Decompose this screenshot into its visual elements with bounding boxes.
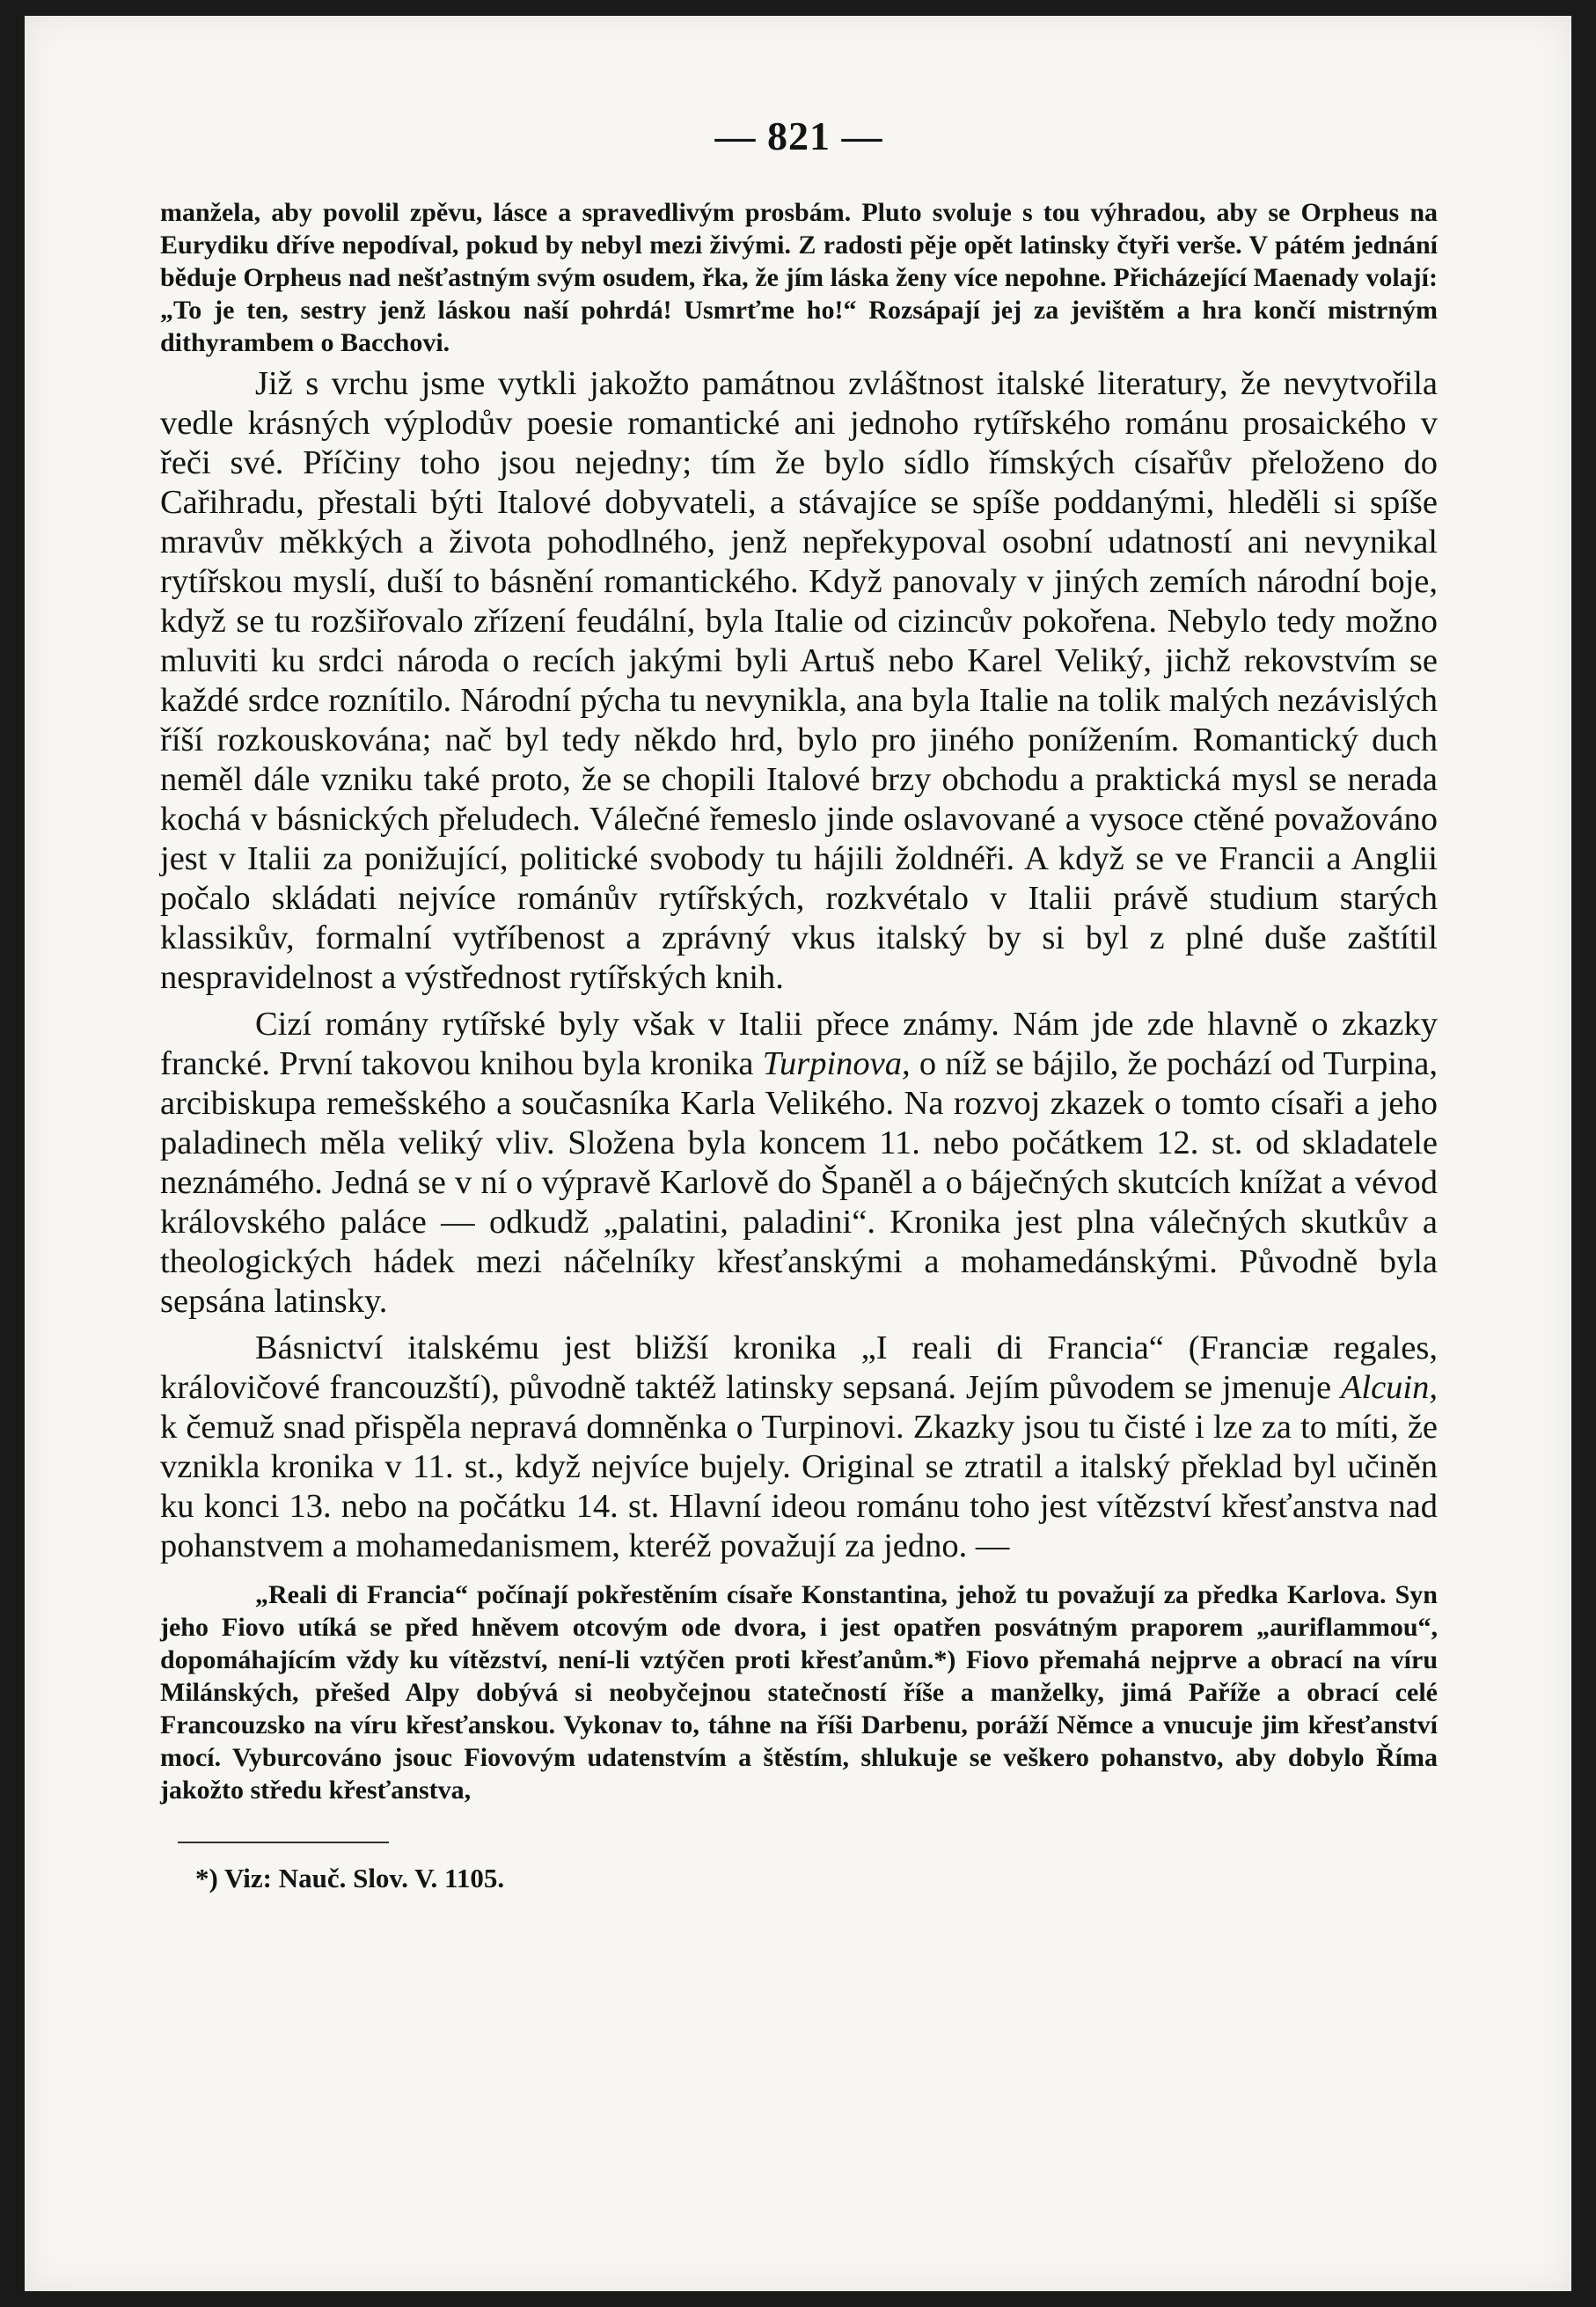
paragraph-2-part-b: o níž se bájilo, že pochází od Turpina, arcibiskupa remešského a současníka Karla Velikého. Na rozvoj zkazek o tomto císaři a jeho paladinech měla veliký vliv. Složena byla koncem 11. nebo počátkem 12. st. od skladatele neznámého. Jedná se v ní o výpravě Karlově do Španěl a o báječných skutcích knížat a vévod královského paláce — odkudž „palatini, paladini“. Kronika jest plna válečných skutkův a theologických hádek mezi náčelníky křesťanskými a mohamedánskými. Původně byla sepsána latinsky.: [160, 1045, 1438, 1320]
page-number: — 821 —: [714, 114, 883, 158]
paragraph-2-part-a: Cizí romány rytířské byly však v Italii přece známy. Nám jde zde hlavně o zkazky francké. První takovou knihou byla kronika: [160, 1006, 1438, 1082]
intro-paragraph: manžela, aby povolil zpěvu, lásce a spravedlivým prosbám. Pluto svoluje s tou výhradou, aby se Orpheus na Eurydiku dříve nepodíval, pokud by nebyl mezi živými. Z radosti pěje opět latinsky čtyři verše. V pátém jednání běduje Orpheus nad nešťastným svým osudem, řka, že jím láska ženy více nepohne. Přicházející Maenady volají: „To je ten, sestry jenž láskou naší pohrdá! Usmrťme ho!“ Rozsápají jej za jevištěm a hra končí mistrným dithyrambem o Bacchovi.: [160, 198, 1438, 357]
paragraph-3-part-a: Básnictví italskému jest bližší kronika „I reali di Francia“ (Franciæ regales, královičové francouzští), původně taktéž latinsky sepsaná. Jejím původem se jmenuje: [160, 1329, 1438, 1406]
footnote: *) Viz: Nauč. Slov. V. 1105.: [195, 1863, 505, 1893]
scanned-page: [25, 16, 1571, 2291]
paragraph-3: [160, 1329, 1438, 1566]
paragraph-2-italic: Turpinova,: [762, 1045, 911, 1082]
paragraph-3-italic: Alcuin,: [1340, 1369, 1438, 1406]
paragraph-3-part-b: k čemuž snad přispěla nepravá domněnka o Turpinovi. Zkazky jsou tu čisté i lze za to míti, že vznikla kronika v 11. st., když nejvíce bujely. Original se ztratil a italský překlad byl učiněn ku konci 13. nebo na počátku 14. st. Hlavní ideou románu toho jest vítězství křesťanstva nad pohanstvem a mohamedanismem, kteréž považují za jedno. —: [160, 1409, 1438, 1564]
page-content: [160, 113, 1438, 1894]
footnote-divider: [178, 1842, 389, 1843]
paragraph-1: Již s vrchu jsme vytkli jakožto památnou zvláštnost italské literatury, že nevytvořila vedle krásných výplodův poesie romantické ani jednoho rytířského románu prosaického v řeči své. Příčiny toho jsou nejedny; tím že bylo sídlo římských císařův přeloženo do Cařihradu, přestali býti Italové dobyvateli, a stávajíce se spíše poddanými, hleděli si spíše mravův měkkých a života pohodlného, jenž nepřekypoval osobní udatností ani nevynikal rytířskou myslí, duší to básnění romantického. Když panovaly v jiných zemích národní boje, když se tu rozšiřovalo zřízení feudální, byla Italie od cizincův pokořena. Nebylo tedy možno mluviti ku srdci národa o recích jakými byli Artuš nebo Karel Veliký, jichž rekovstvím se každé srdce roznítilo. Národní pýcha tu nevynikla, ana byla Italie na tolik malých nezávislých říší rozkouskována; nač byl tedy někdo hrd, bylo pro jiného ponížením. Romantický duch neměl dále vzniku také proto, že se chopili Italové brzy obchodu a praktická mysl se nerada kochá v básnických přeludech. Válečné řemeslo jinde oslavované a vysoce ctěné považováno jest v Italii za ponižující, politické svobody tu hájili žoldnéři. A když se ve Francii a Anglii počalo skládati nejvíce románův rytířských, rozkvétalo v Italii právě studium starých klassikův, formalní vytříbenost a zprávný vkus italský by si byl z plné duše zaštítil nespravidelnost a výstřednost rytířských knih.: [160, 365, 1438, 996]
notes-paragraph: „Reali di Francia“ počínají pokřestěním císaře Konstantina, jehož tu považují za předka Karlova. Syn jeho Fiovo utíká se před hněvem otcovým ode dvora, i jest opatřen posvátným praporem „auriflammou“, dopomáhajícím vždy ku vítězství, není-li vztýčen proti křesťanům.*) Fiovo přemahá nejprve a obrací na víru Milánských, přešed Alpy dobývá si neobyčejnou statečností říše a manželky, jimá Paříže a obrací celé Francouzsko na víru křesťanskou. Vykonav to, táhne na říši Darbenu, poráží Němce a vnucuje jim křesťanství mocí. Vyburcováno jsouc Fiovovým udatenstvím a štěstím, shlukuje se veškero pohanstvo, aby dobylo Říma jakožto středu křesťanstva,: [160, 1580, 1438, 1805]
paragraph-2: [160, 1005, 1438, 1322]
